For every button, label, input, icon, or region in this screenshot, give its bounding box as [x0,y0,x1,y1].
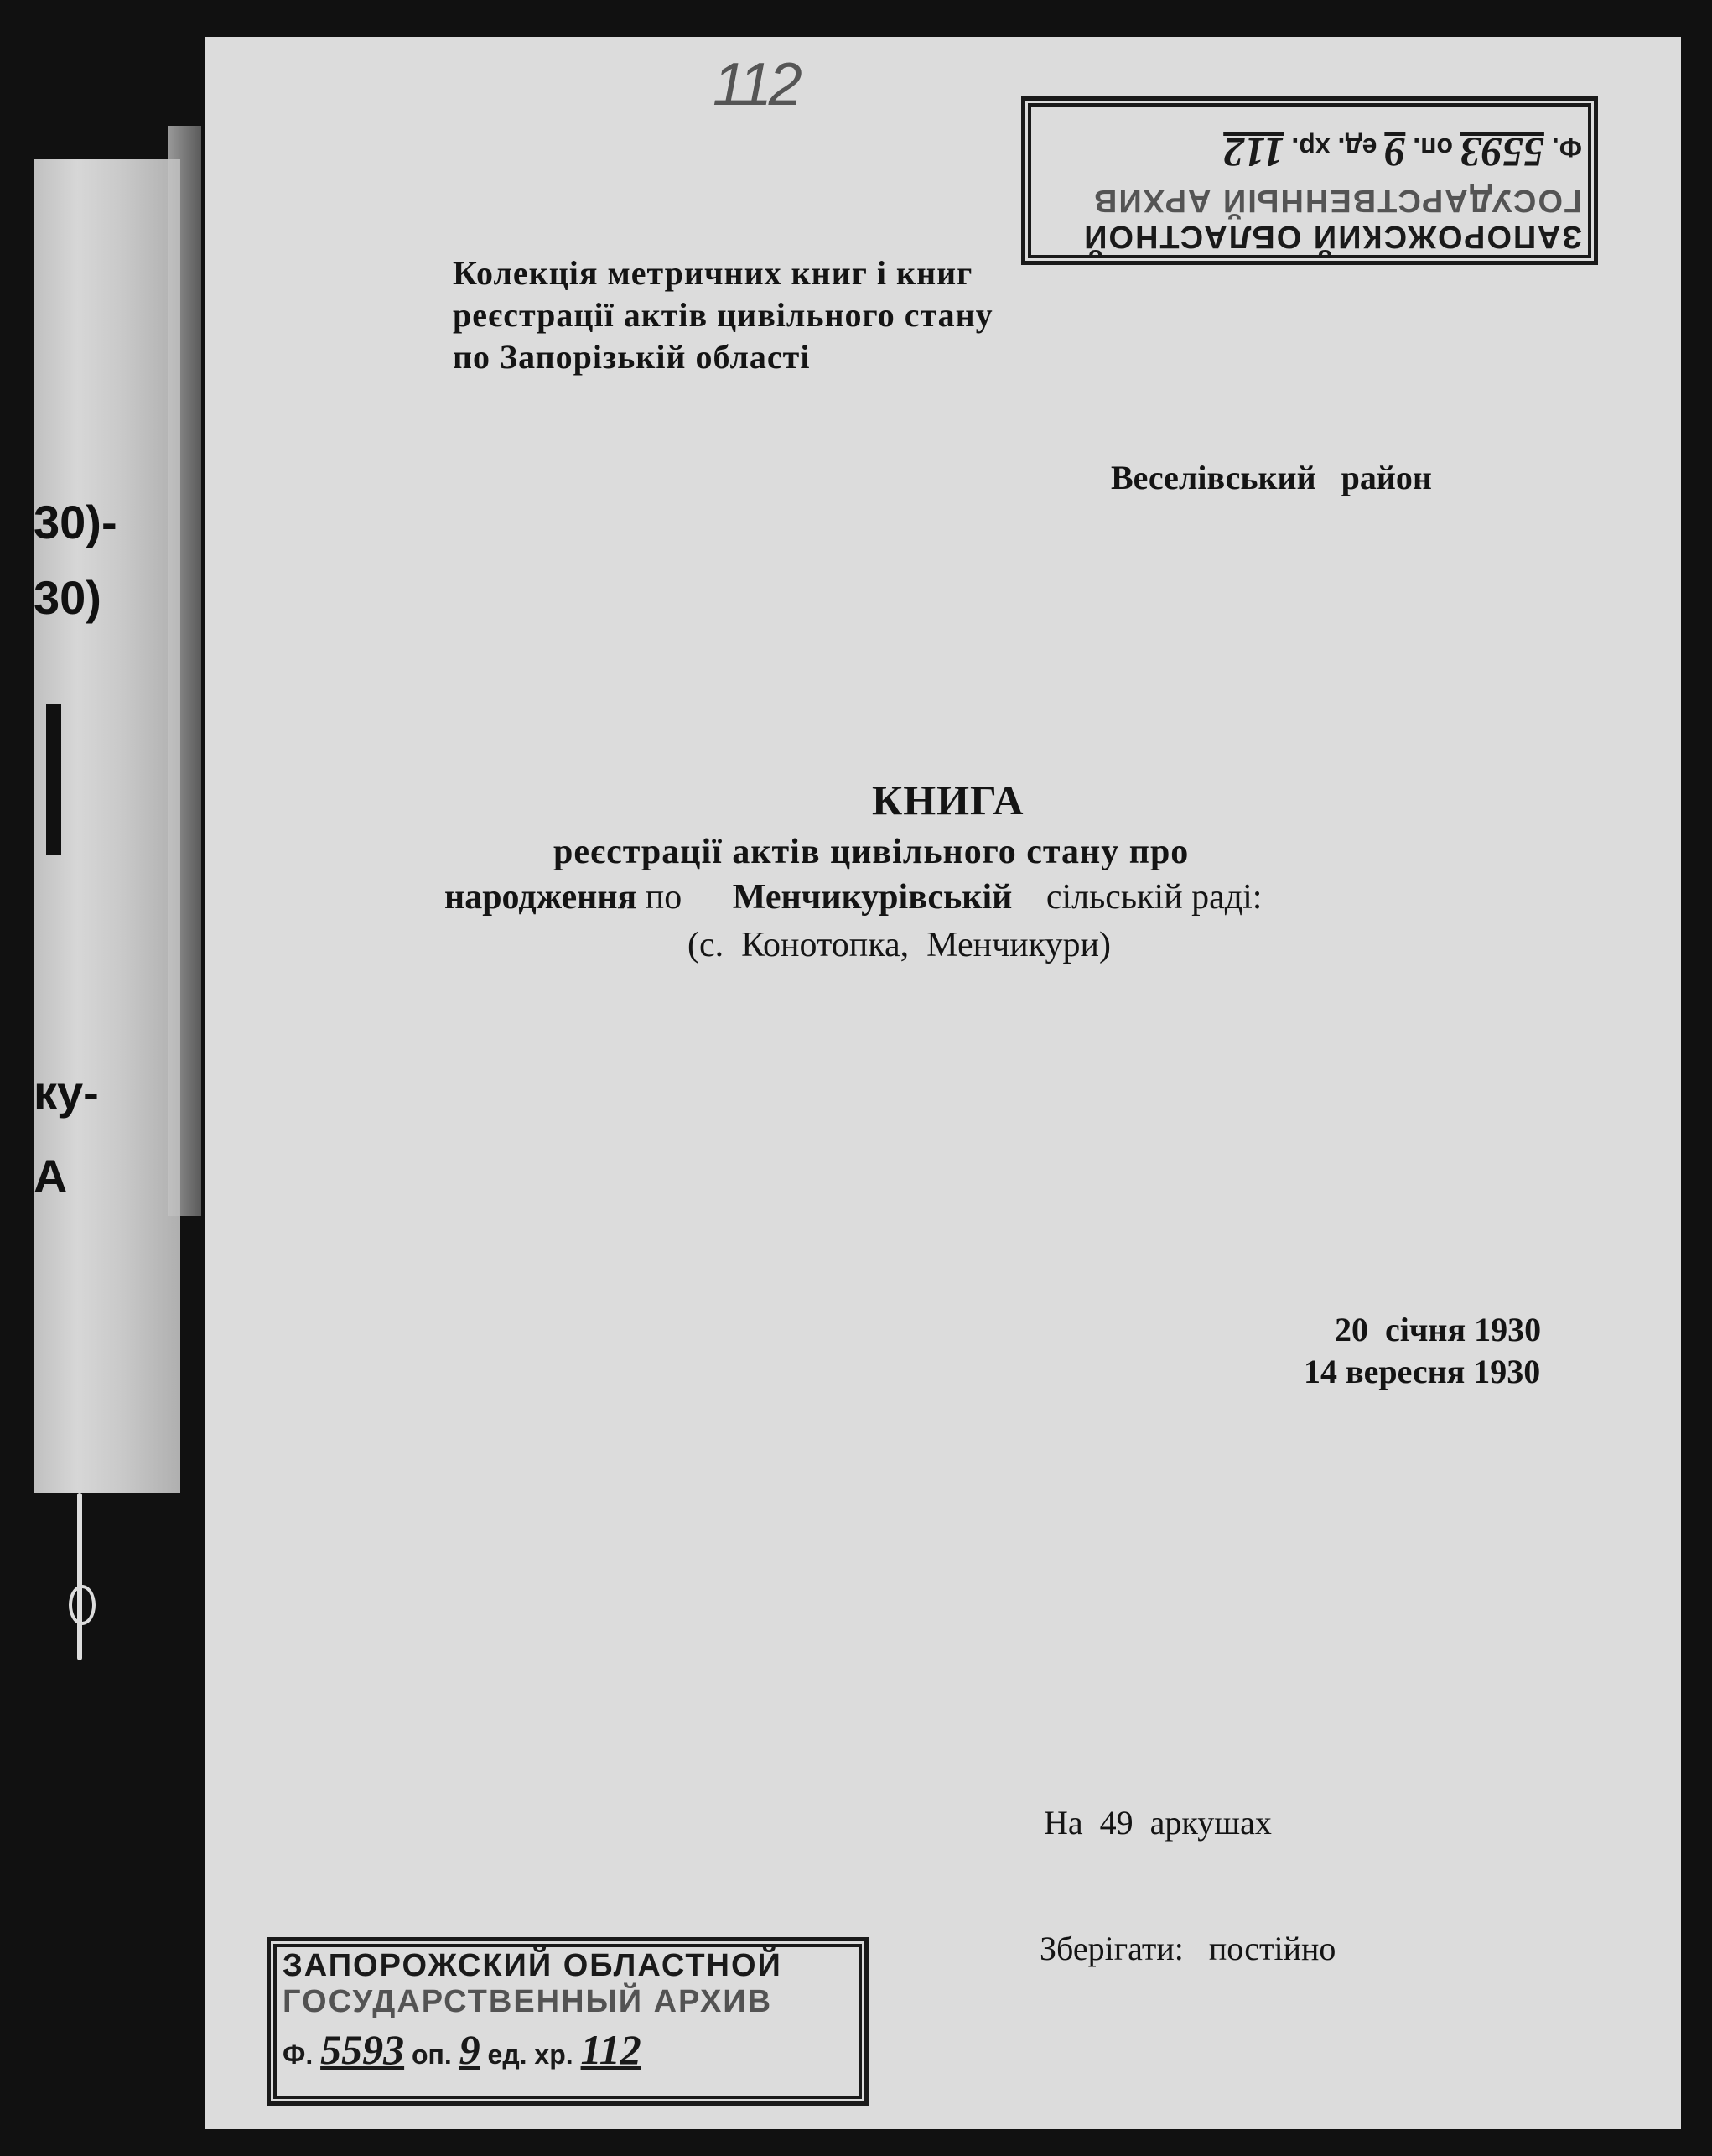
sheet-count: На 49 аркушах [1044,1804,1272,1842]
stamp-opys: 9 [459,2026,480,2073]
date-end: 14 вересня 1930 [1304,1353,1541,1390]
stamp-fond: 5593 [320,2026,405,2073]
retention-period: Зберігати: постійно [1040,1930,1336,1967]
stamp-item: 112 [1223,129,1284,176]
archive-stamp-top [1021,96,1598,265]
stamp-fond-label: Ф. [283,2039,314,2070]
collection-header-line-3: по Запорізькій області [453,338,811,376]
district-name: Веселівський район [1111,459,1432,496]
spine-fragment: 30)- [34,496,117,548]
stamp-item-label: ед. хр. [1291,132,1377,163]
stamp-item: 112 [580,2026,641,2073]
subtitle-po: по [645,878,682,917]
stamp-opys: 9 [1384,129,1406,176]
handwritten-page-number: 112 [713,51,799,118]
book-title: КНИГА [872,777,1025,823]
spine-fragment: ку- [34,1066,99,1119]
book-subtitle-line-1: реєстрації актів цивільного стану про [553,833,1190,871]
stamp-reference [1037,128,1582,177]
subtitle-council-type: сільській раді: [1045,878,1263,917]
stamp-item-label: ед. хр. [487,2039,573,2070]
binding-string [77,1493,82,1660]
collection-header-line-2: реєстрації актів цивільного стану [453,296,993,334]
subtitle-births: народження [444,878,637,917]
document-page [205,37,1681,2129]
stamp-line-1: ЗАПОРОЖСКИЙ ОБЛАСТНОЙ [283,1948,782,1983]
spine-fragment: А [34,1150,68,1203]
stamp-opys-label: оп. [1413,132,1454,163]
stamp-fond: 5593 [1460,129,1544,176]
archive-stamp-bottom [267,1937,869,2106]
stamp-line-2: ГОСУДАРСТВЕННЫЙ АРХИВ [1092,183,1582,218]
stamp-fond-label: Ф. [1551,132,1582,163]
stamp-opys-label: оп. [411,2039,452,2070]
binding-knot [69,1585,96,1625]
subtitle-council-name: Менчикурівській [732,878,1013,917]
book-subtitle-line-2 [444,877,1262,917]
spine-dark-mark [46,704,61,855]
stamp-line-1: ЗАПОРОЖСКИЙ ОБЛАСТНОЙ [1082,219,1582,254]
villages-list: (с. Конотопка, Менчикури) [687,926,1111,964]
date-start: 20 січня 1930 [1335,1311,1542,1348]
spine-fragment: 30) [34,571,101,624]
collection-header-line-1: Колекція метричних книг і книг [453,254,973,292]
stamp-reference [283,2025,853,2074]
stamp-line-2: ГОСУДАРСТВЕННЫЙ АРХИВ [283,1984,773,2019]
